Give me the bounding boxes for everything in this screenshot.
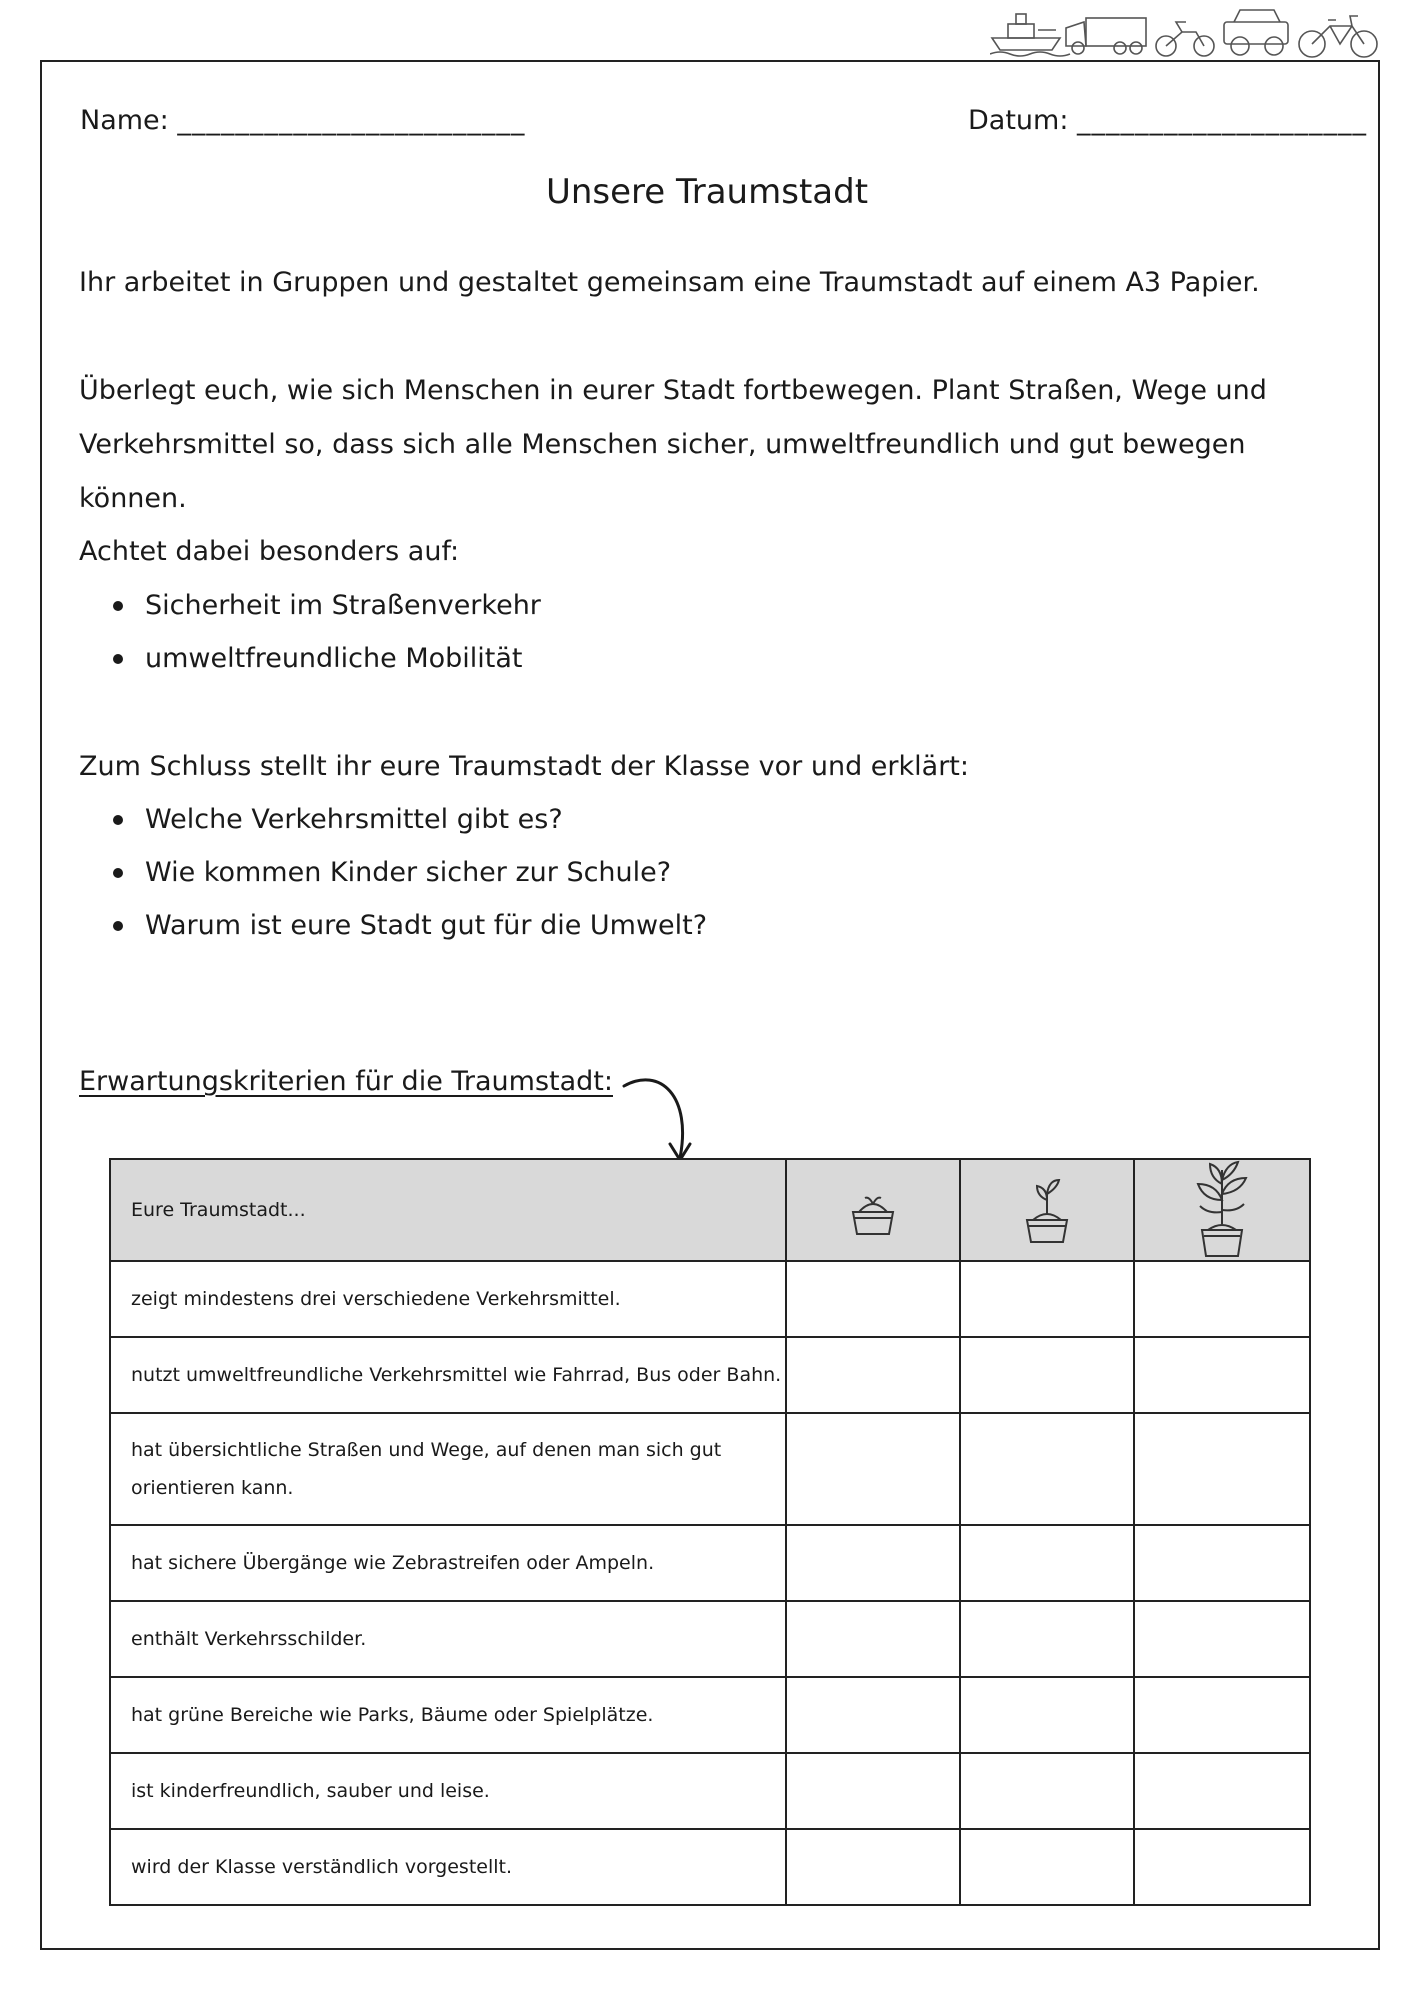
name-label: Name: [80,105,169,136]
rating-cell[interactable] [786,1677,960,1753]
rating-cell[interactable] [960,1677,1134,1753]
level-3-cell [1134,1159,1310,1261]
table-row [110,1601,1310,1677]
rating-cell[interactable] [960,1753,1134,1829]
curved-arrow-icon [620,1072,710,1168]
rating-cell[interactable] [1134,1337,1310,1413]
boat-icon [990,14,1070,56]
presentation-list [79,793,707,952]
criterion-text: nutzt umweltfreundliche Verkehrsmittel wie Fahrrad, Bus oder Bahn. [110,1337,786,1413]
criteria-heading: Erwartungskriterien für die Traumstadt: [79,1066,613,1097]
rating-cell[interactable] [1134,1753,1310,1829]
criterion-text: enthält Verkehrsschilder. [110,1601,786,1677]
criterion-text: hat sichere Übergänge wie Zebrastreifen oder Ampeln. [110,1525,786,1601]
table-row [110,1337,1310,1413]
rating-cell[interactable] [960,1525,1134,1601]
list-item: Welche Verkehrsmittel gibt es? [79,793,707,846]
date-line: ____________________ [1077,105,1368,136]
jeep-icon [1224,10,1288,55]
vehicles-decoration [990,4,1390,60]
rubric-table [109,1158,1311,1906]
focus-list [79,579,541,685]
rating-cell[interactable] [960,1829,1134,1905]
rating-cell[interactable] [786,1413,960,1525]
criterion-text: zeigt mindestens drei verschiedene Verkehrsmittel. [110,1261,786,1337]
date-label: Datum: [968,105,1069,136]
focus-label: Achtet dabei besonders auf: [79,536,460,567]
criterion-text: hat grüne Bereiche wie Parks, Bäume oder Spielplätze. [110,1677,786,1753]
list-item: Sicherheit im Straßenverkehr [79,579,541,632]
table-row [110,1753,1310,1829]
criterion-text: wird der Klasse verständlich vorgestellt. [110,1829,786,1905]
table-header-row [110,1159,1310,1261]
rating-cell[interactable] [1134,1525,1310,1601]
rating-cell[interactable] [1134,1677,1310,1753]
rating-cell[interactable] [786,1829,960,1905]
presentation-label: Zum Schluss stellt ihr eure Traumstadt der Klasse vor und erklärt: [79,751,969,782]
rating-cell[interactable] [960,1413,1134,1525]
name-line: ________________________ [177,105,526,136]
rubric-header: Eure Traumstadt... [110,1159,786,1261]
table-row [110,1525,1310,1601]
rating-cell[interactable] [1134,1829,1310,1905]
sprout-pot-icon [1017,1174,1077,1246]
truck-icon [1066,18,1146,54]
rating-cell[interactable] [786,1601,960,1677]
list-item: umweltfreundliche Mobilität [79,632,541,685]
criterion-text: hat übersichtliche Straßen und Wege, auf denen man sich gut orientieren kann. [110,1413,786,1525]
rating-cell[interactable] [960,1337,1134,1413]
plant-pot-icon [1182,1160,1262,1260]
rating-cell[interactable] [786,1337,960,1413]
criterion-text: ist kinderfreundlich, sauber und leise. [110,1753,786,1829]
rating-cell[interactable] [1134,1261,1310,1337]
rating-cell[interactable] [786,1525,960,1601]
task-paragraph: Überlegt euch, wie sich Menschen in eurer Stadt fortbewegen. Plant Straßen, Wege und Verkehrsmittel so, dass sich alle Menschen sicher, umweltfreundlich und gut bewegen können. [79,375,1267,514]
list-item: Warum ist eure Stadt gut für die Umwelt? [79,899,707,952]
name-field [80,105,525,136]
table-row [110,1413,1310,1525]
page-title: Unsere Traumstadt [545,172,869,212]
rating-cell[interactable] [1134,1413,1310,1525]
rating-cell[interactable] [786,1753,960,1829]
bicycle-icon [1299,16,1377,57]
intro-text: Ihr arbeitet in Gruppen und gestaltet gemeinsam eine Traumstadt auf einem A3 Papier. [79,267,1260,298]
rating-cell[interactable] [960,1601,1134,1677]
table-row [110,1261,1310,1337]
seed-pot-icon [843,1182,903,1238]
rating-cell[interactable] [960,1261,1134,1337]
table-row [110,1829,1310,1905]
rating-cell[interactable] [1134,1601,1310,1677]
list-item: Wie kommen Kinder sicher zur Schule? [79,846,707,899]
level-2-cell [960,1159,1134,1261]
motorbike-icon [1156,22,1214,56]
date-field [968,105,1367,136]
level-1-cell [786,1159,960,1261]
table-row [110,1677,1310,1753]
rating-cell[interactable] [786,1261,960,1337]
